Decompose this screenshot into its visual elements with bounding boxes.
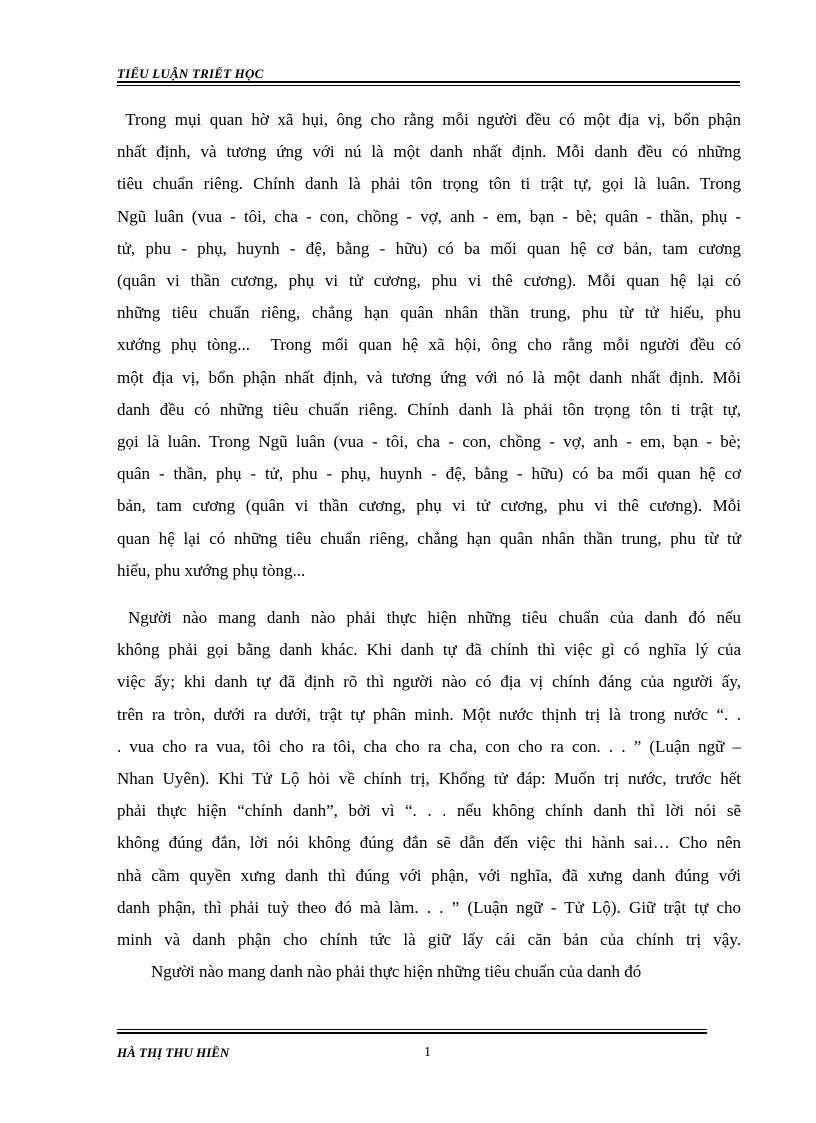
text-line: danh phận, thì phải tuỳ theo đó mà làm. . . ” (Luận ngữ - Tử Lộ). Giữ trật tự cho (117, 897, 741, 917)
footer-author: HÀ THỊ THU HIỀN (117, 1045, 230, 1060)
footer-rule-thick (117, 1032, 707, 1034)
text-line: . vua cho ra vua, tôi cho ra tôi, cha cho ra cha, con cho ra con. . . ” (Luận ngữ – (117, 736, 741, 756)
text-line: (quân vi thần cương, phụ vi tử cương, phu vi thê cương). Mỗi quan hệ lại có (117, 271, 741, 291)
text-line: quan hệ lại có những tiêu chuẩn riêng, chẳng hạn quân nhân thần trung, phu từ tử (117, 528, 741, 548)
footer-rule-thin (117, 1029, 707, 1030)
text-line: không phải gọi bằng danh khác. Khi danh tự đã chính thì việc gì có nghĩa lý của (117, 640, 741, 660)
text-line: phải thực hiện “chính danh”, bởi vì “. . . nếu không chính danh thì lời nói sẽ (117, 801, 741, 821)
text-line: gọi là luân. Trong Ngũ luân (vua - tôi, cha - con, chồng - vợ, anh - em, bạn - bè; (117, 432, 741, 452)
text-line: Ngũ luân (vua - tôi, cha - con, chồng - vợ, anh - em, bạn - bè; quân - thần, phụ - (117, 206, 741, 226)
document-body (117, 104, 741, 988)
text-line: việc ấy; khi danh tự đã định rõ thì người nào có địa vị chính đáng của người ấy, (117, 672, 741, 692)
page-number: 1 (424, 1045, 431, 1060)
text-line: bản, tam cương (quân vi thần cương, phụ vi tử cương, phu vi thê cương). Mỗi (117, 496, 741, 516)
header-rule-thick (117, 81, 740, 83)
text-line: tử, phu - phụ, huynh - đệ, bằng - hữu) có ba mối quan hệ cơ bản, tam cương (117, 238, 741, 258)
text-line: một địa vị, bổn phận nhất định, và tương ứng với nó là một danh nhất định. Mỗi (117, 367, 741, 387)
text-line: nhất định, và tương ứng với nú là một danh nhất định. Mỗi danh đều có những (117, 142, 741, 162)
header-title: TIỂU LUẬN TRIẾT HỌC (117, 66, 264, 81)
text-line: hiếu, phu xướng phụ tòng... (117, 560, 306, 580)
paragraph-1 (117, 104, 741, 587)
text-line: không đúng đắn, lời nói không đúng đắn sẽ dẫn đến việc thi hành sai… Cho nên (117, 833, 741, 853)
text-line: Trong mụi quan hờ xã hụi, ông cho rằng mỗi người đều có một địa vị, bổn phận (117, 110, 741, 129)
text-line: trên ra tròn, dưới ra dưới, trật tự phân minh. Một nước thịnh trị là trong nước “. . (117, 704, 741, 724)
text-line: nhà cầm quyền xưng danh thì đúng với phận, với nghĩa, đã xưng danh đúng với (117, 865, 741, 885)
header-rule-thin (117, 85, 740, 86)
text-line: quân - thần, phụ - tử, phu - phụ, huynh - đệ, bằng - hữu) có ba mối quan hệ cơ (117, 464, 741, 484)
text-line: Người nào mang danh nào phải thực hiện những tiêu chuẩn của danh đó (117, 962, 642, 982)
text-line: Người nào mang danh nào phải thực hiện những tiêu chuẩn của danh đó nếu (117, 608, 741, 628)
text-line: Nhan Uyên). Khi Tử Lộ hỏi về chính trị, Khổng tử đáp: Muốn trị nước, trước hết (117, 769, 741, 789)
text-line: xướng phụ tòng... Trong mối quan hệ xã hội, ông cho rằng mỗi người đều có (117, 335, 741, 355)
text-line: minh và danh phận cho chính tức là giữ lấy cái căn bản của chính trị vậy. (117, 930, 741, 950)
text-line: những tiêu chuẩn riêng, chẳng hạn quân nhân thần trung, phu từ tử hiếu, phu (117, 303, 741, 323)
text-line: tiêu chuẩn riêng. Chính danh là phải tôn trọng tôn ti trật tự, gọi là luân. Trong (117, 174, 741, 194)
text-line: danh đều có những tiêu chuẩn riêng. Chính danh là phải tôn trọng tôn ti trật tự, (117, 399, 741, 419)
paragraph-2 (117, 602, 741, 988)
